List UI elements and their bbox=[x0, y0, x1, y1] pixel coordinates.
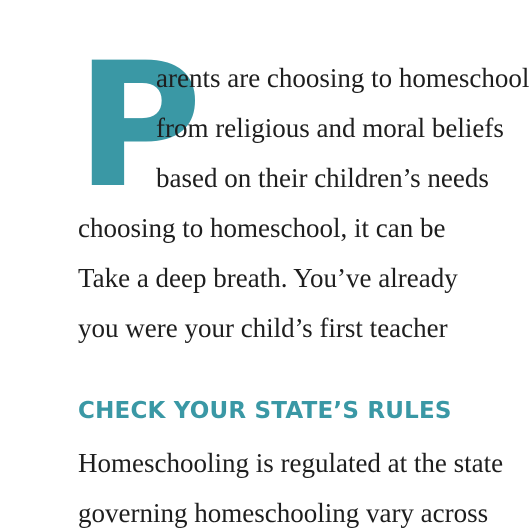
section-heading: CHECK YOUR STATE’S RULES bbox=[78, 398, 452, 424]
section-line-2: governing homeschooling vary across bbox=[78, 498, 489, 528]
intro-line-1: arents are choosing to homeschool bbox=[156, 63, 529, 93]
intro-line-3: based on their children’s needs bbox=[156, 163, 489, 193]
section-line-1: Homeschooling is regulated at the state bbox=[78, 448, 504, 478]
intro-line-5: Take a deep breath. You’ve already bbox=[78, 263, 458, 293]
drop-cap-letter: P bbox=[76, 25, 203, 226]
intro-line-4: choosing to homeschool, it can be bbox=[78, 213, 446, 243]
intro-line-2: from religious and moral beliefs bbox=[156, 113, 504, 143]
intro-line-6: you were your child’s first teacher bbox=[78, 313, 448, 343]
